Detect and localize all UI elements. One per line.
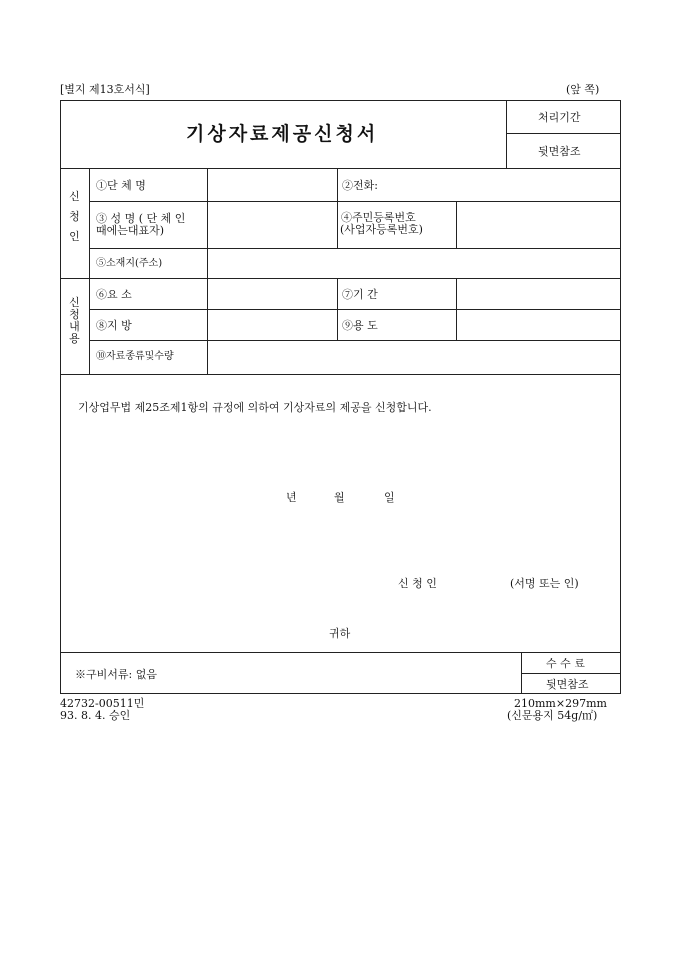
fee-label: 수 수 료 [546, 657, 585, 670]
processing-period-label: 처리기간 [538, 111, 581, 124]
page-side-label: (앞 쪽) [566, 83, 600, 96]
applicant-label: 신 청 인 [398, 577, 437, 590]
organization-name-field[interactable] [208, 169, 336, 200]
date-day: 일 [384, 491, 395, 504]
name-field[interactable] [208, 202, 336, 247]
fee-see-reverse: 뒷면참조 [546, 678, 589, 691]
paper-type: (신문용지 54g/㎡) [507, 709, 598, 722]
applicant-section-label: 신 청 인 [69, 190, 80, 243]
data-type-quantity-label: ⑩자료종류및수량 [96, 351, 174, 362]
region-field[interactable] [208, 310, 336, 339]
required-documents: ※구비서류: 없음 [75, 668, 157, 681]
application-statement: 기상업무법 제25조제1항의 규정에 의하여 기상자료의 제공을 신청합니다. [78, 401, 432, 414]
address-field[interactable] [208, 249, 619, 277]
purpose-label: ⑨용 도 [342, 319, 378, 332]
date-year: 년 [286, 491, 297, 504]
name-label-line2: 때에는대표자) [96, 224, 165, 237]
address-label: ⑤소재지(주소) [96, 258, 163, 269]
organization-name-label: ①단 체 명 [96, 179, 146, 192]
resident-number-label-line1: ④주민등록번호 [341, 211, 416, 224]
form-title: 기상자료제공신청서 [186, 123, 379, 145]
element-label: ⑥요 소 [96, 288, 132, 301]
addressee-label: 귀하 [329, 627, 351, 640]
resident-number-label-line2: (사업자등록번호) [340, 223, 423, 236]
period-label: ⑦기 간 [342, 288, 378, 301]
name-label-line1: ③ 성 명 ( 단 체 인 [96, 212, 186, 225]
element-field[interactable] [208, 279, 336, 308]
see-reverse-label: 뒷면참조 [538, 145, 581, 158]
date-month: 월 [334, 491, 345, 504]
form-reference: [별지 제13호서식] [60, 83, 150, 96]
region-label: ⑧지 방 [96, 319, 132, 332]
form-code: 42732-00511민 [60, 697, 145, 710]
phone-label: ②전화: [342, 179, 378, 192]
content-section-label: 신 청 내 용 [69, 296, 80, 345]
signature-label: (서명 또는 인) [510, 577, 579, 590]
data-type-quantity-field[interactable] [208, 341, 619, 373]
period-field[interactable] [457, 279, 619, 308]
resident-number-field[interactable] [457, 202, 619, 247]
paper-size: 210mm×297mm [514, 697, 607, 710]
approval-date: 93. 8. 4. 승인 [60, 709, 131, 722]
purpose-field[interactable] [457, 310, 619, 339]
